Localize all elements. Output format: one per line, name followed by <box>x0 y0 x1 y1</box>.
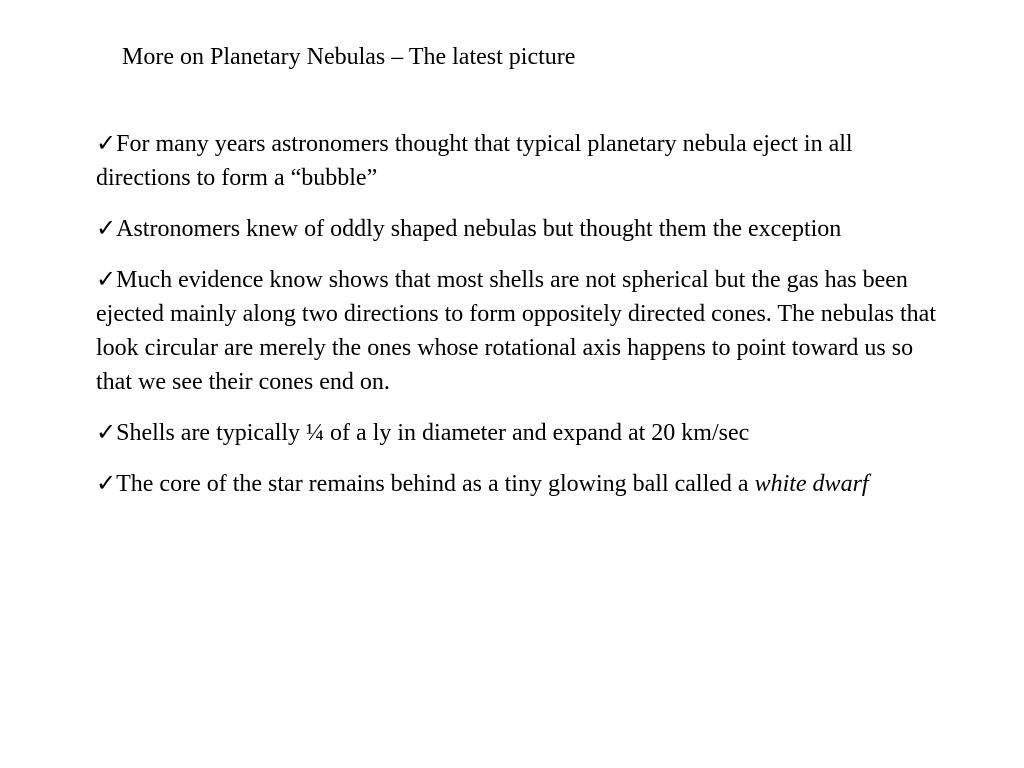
bullet-text: The core of the star remains behind as a tiny glowing ball called a <box>116 471 755 497</box>
bullet-text: Much evidence know shows that most shells are not spherical but the gas has been ejected mainly along two directions to form oppositely directed cones. The nebulas that look circular are merely the ones whose rotational axis happens to point toward us so that we see their cones end on. <box>96 267 936 395</box>
bullet-text: Astronomers knew of oddly shaped nebulas but thought them the exception <box>116 216 842 242</box>
bullet-item <box>96 416 946 450</box>
bullet-list <box>96 127 946 518</box>
bullet-italic-term: white dwarf <box>754 471 869 497</box>
checkmark-icon: ✓ <box>96 420 117 446</box>
bullet-text: Shells are typically ¼ of a ly in diameter and expand at 20 km/sec <box>116 420 750 446</box>
bullet-item <box>96 467 946 501</box>
checkmark-icon: ✓ <box>96 267 117 293</box>
bullet-item <box>96 127 946 195</box>
checkmark-icon: ✓ <box>96 216 117 242</box>
checkmark-icon: ✓ <box>96 131 117 157</box>
slide-title: More on Planetary Nebulas – The latest picture <box>122 44 576 70</box>
bullet-text: For many years astronomers thought that typical planetary nebula eject in all directions to form a “bubble” <box>96 131 853 191</box>
bullet-item <box>96 263 946 399</box>
checkmark-icon: ✓ <box>96 471 117 497</box>
bullet-item <box>96 212 946 246</box>
